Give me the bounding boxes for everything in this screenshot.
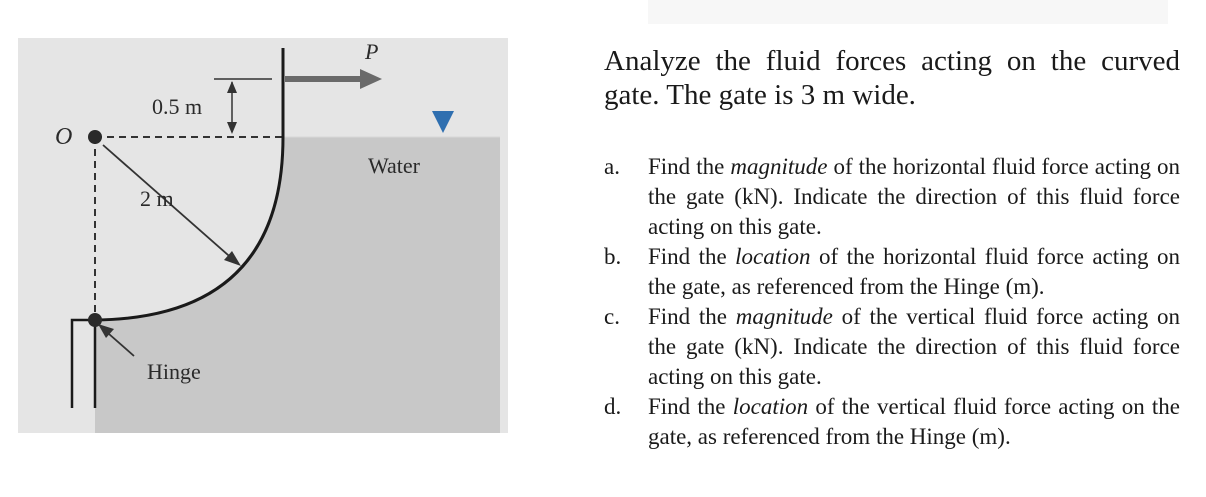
question-d [604, 392, 1180, 452]
question-text-end: of the horizontal fluid force acting on the gate (kN). Indicate the direction of this fluid force acting on this gate. [648, 154, 1180, 239]
question-text-start: Find the [648, 154, 731, 179]
question-letter: c. [604, 304, 620, 329]
radius-label: 2 m [140, 186, 174, 211]
question-text-end: of the vertical fluid force acting on the gate (kN). Indicate the direction of this fluid force acting on this gate. [648, 304, 1180, 389]
force-label: P [365, 39, 379, 64]
question-text-end: of the vertical fluid force acting on the gate, as referenced from the Hinge (m). [648, 394, 1181, 449]
question-letter: a. [604, 154, 620, 179]
question-emphasis: magnitude [735, 304, 833, 329]
origin-label: O [55, 124, 73, 150]
origin-point [88, 130, 102, 144]
question-emphasis: location [732, 394, 809, 419]
question-list [604, 152, 1180, 452]
problem-statement [604, 44, 1181, 449]
question-a [604, 152, 1180, 242]
depth-label: 0.5 m [152, 94, 203, 119]
hinge-label: Hinge [147, 359, 201, 384]
question-text-end: of the horizontal fluid force acting on the gate, as referenced from the Hinge (m). [648, 244, 1180, 299]
question-emphasis: magnitude [730, 154, 828, 179]
problem-intro: Analyze the fluid forces acting on the curved gate. The gate is 3 m wide. [604, 45, 1180, 111]
question-b [604, 242, 1180, 302]
figure-drawing [0, 0, 520, 497]
curved-gate-figure [0, 0, 520, 497]
question-text-start: Find the [648, 244, 736, 269]
water-body [283, 137, 500, 433]
top-edge-strip [648, 0, 1168, 24]
question-c [604, 302, 1180, 392]
question-letter: d. [604, 394, 622, 419]
question-text-start: Find the [648, 304, 736, 329]
question-letter: b. [604, 244, 622, 269]
fluid-label: Water [368, 153, 420, 178]
question-text-start: Find the [648, 394, 733, 419]
question-emphasis: location [735, 244, 811, 269]
